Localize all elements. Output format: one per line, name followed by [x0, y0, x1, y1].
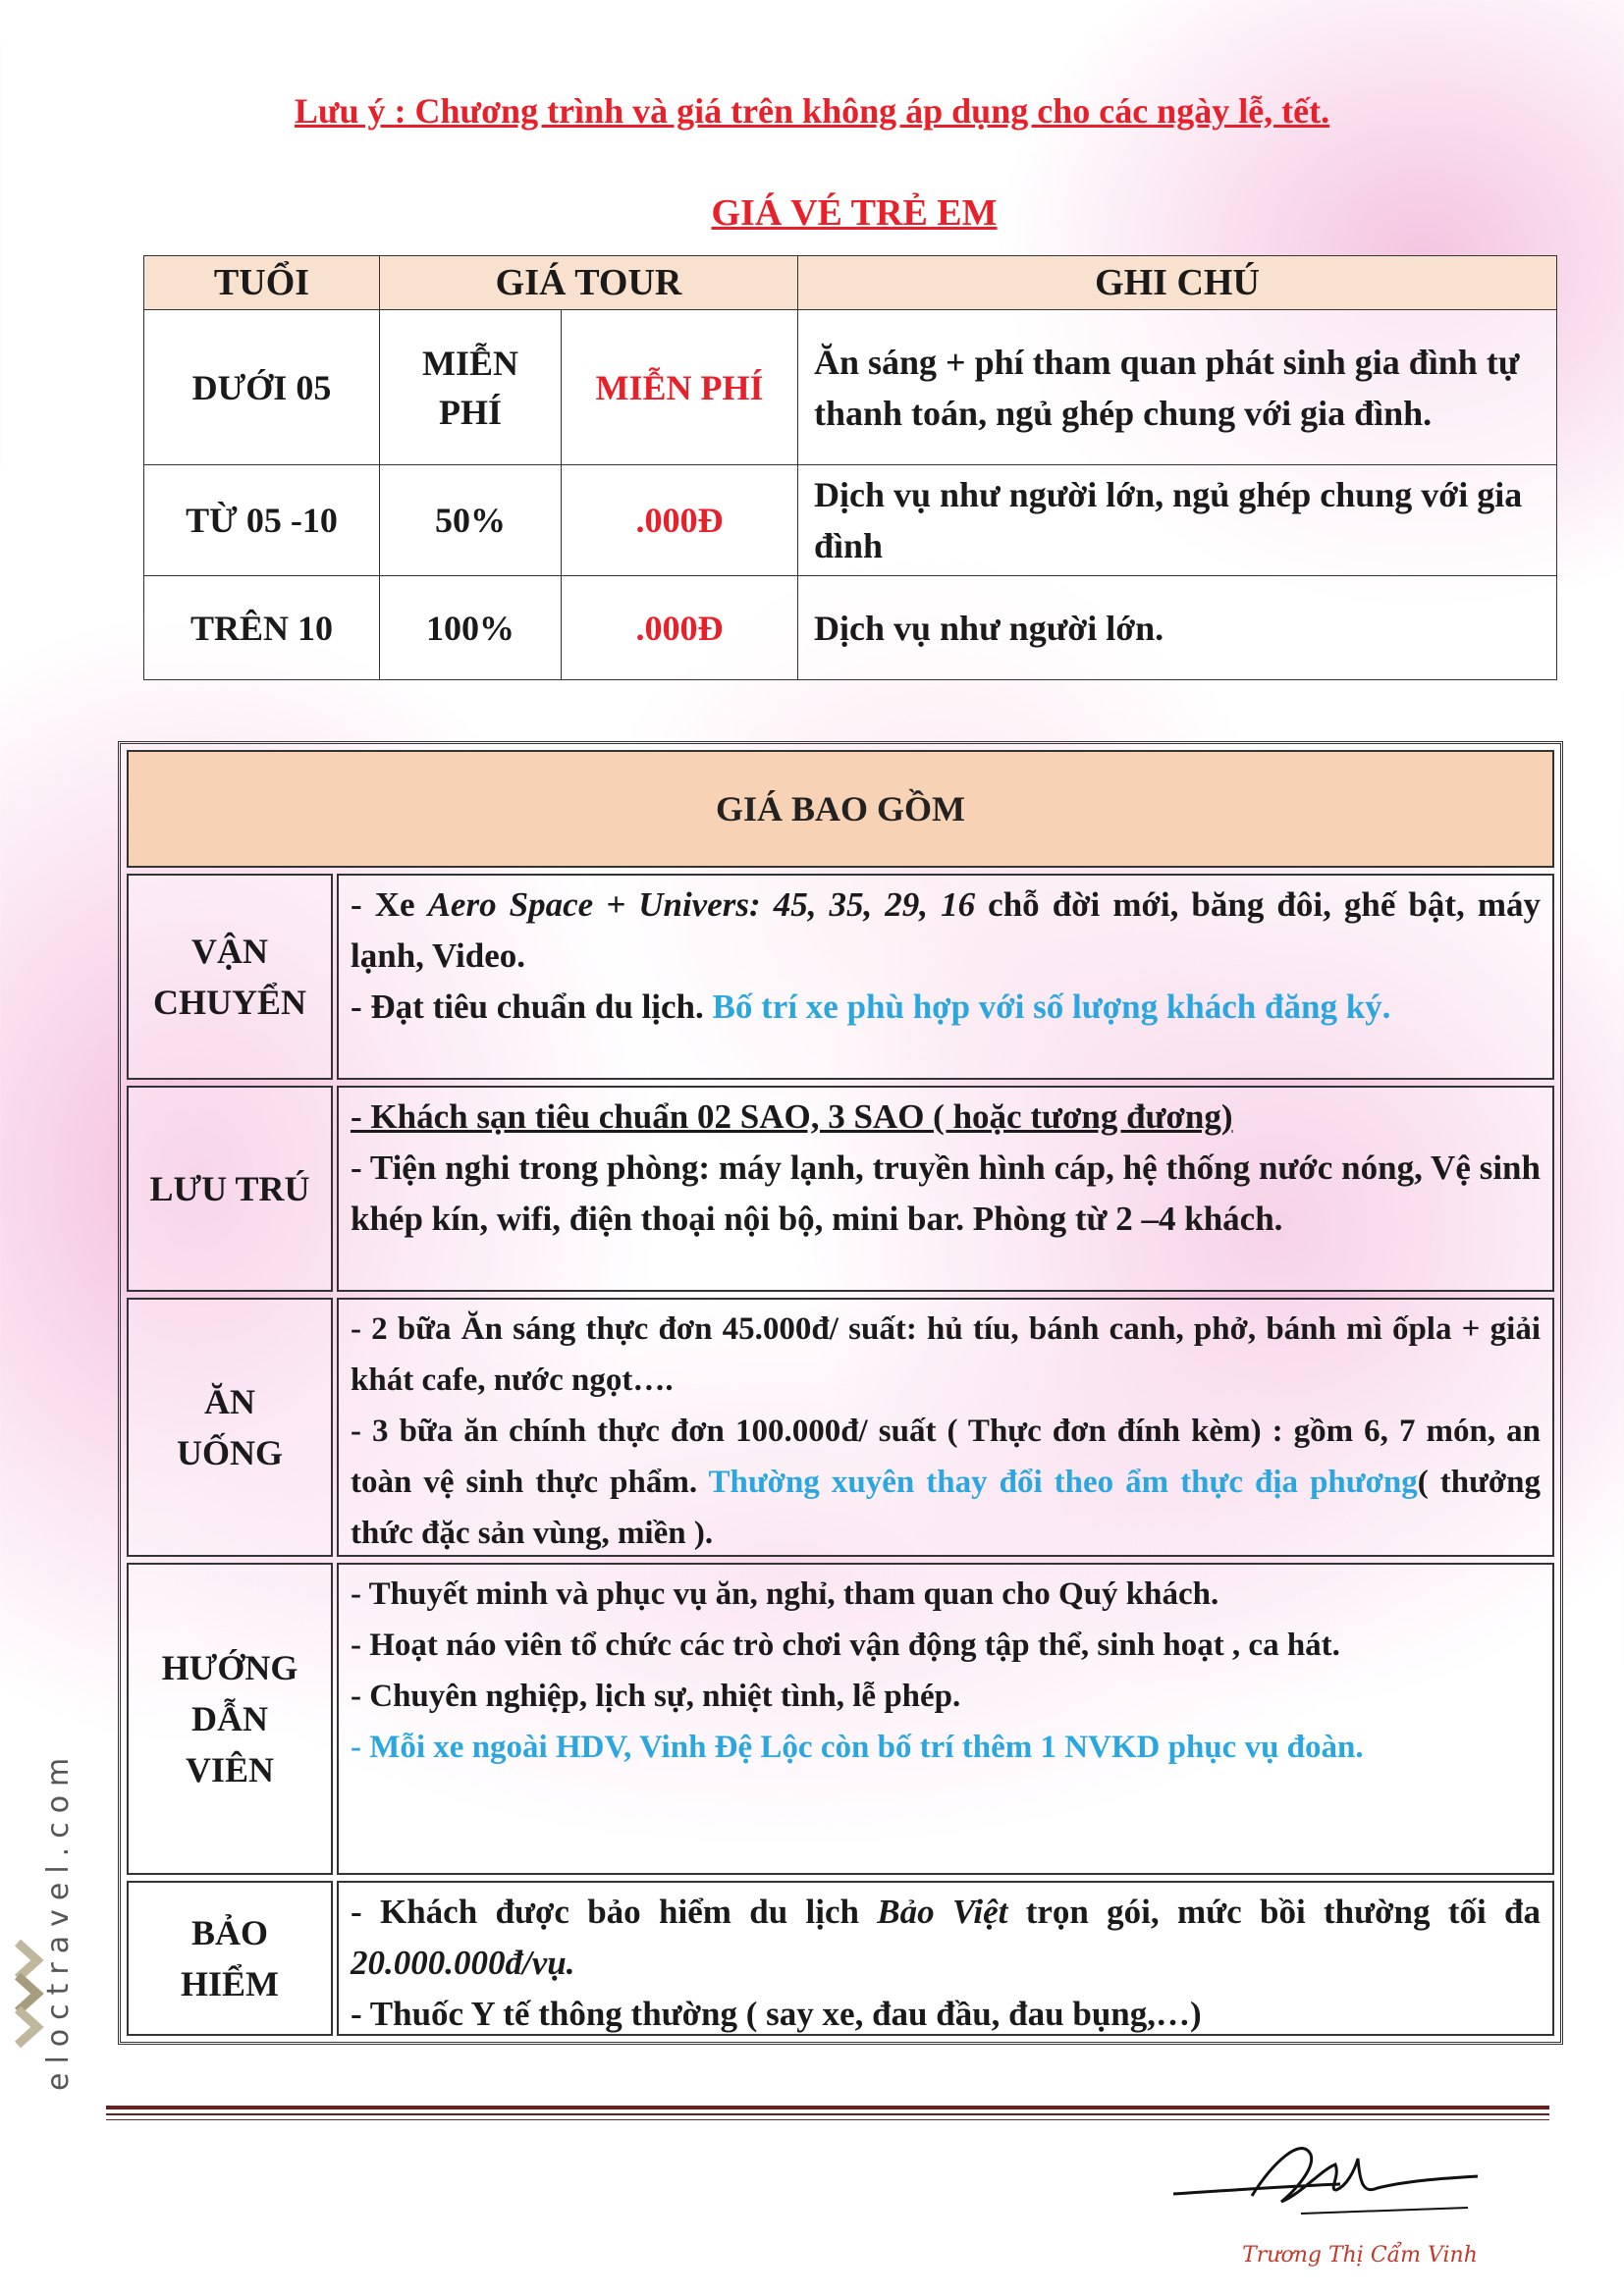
text-span: chỗ đời mới, băng đôi, ghế bật, máy lạnh, Video. — [351, 885, 1541, 975]
includes-row-transport — [127, 874, 1554, 1080]
includes-title: GIÁ BAO GỒM — [127, 750, 1554, 868]
header-price: GIÁ TOUR — [380, 256, 798, 310]
age-cell: DƯỚI 05 — [144, 310, 380, 465]
footer-rule — [106, 2106, 1549, 2109]
table-row — [144, 465, 1557, 576]
percent-cell: 100% — [380, 576, 562, 680]
category-insurance — [127, 1881, 333, 2036]
percent-cell: 50% — [380, 465, 562, 576]
chevron-decoration-icon — [14, 1939, 53, 2066]
hotel-standard: - Khách sạn tiêu chuẩn 02 SAO, 3 SAO ( hoặc tương đương) — [351, 1097, 1233, 1136]
text-span: ( thưởng thức đặc sản vùng, miền ). — [351, 1465, 1541, 1551]
website-sidebar-text: eloctravel.com — [41, 1748, 76, 2091]
category-line: VẬN — [190, 932, 268, 971]
breakfast-text: - 2 bữa Ăn sáng thực đơn 45.000đ/ suất: hủ tíu, bánh canh, phở, bánh mì ốpla + giải khát cafe, nước ngọt…. — [351, 1311, 1541, 1398]
signer-name: Trương Thị Cẩm Vinh — [1242, 2243, 1478, 2268]
child-price-table — [143, 255, 1557, 680]
percent-line1: MIỄN — [422, 343, 518, 383]
price-cell: MIỄN PHÍ — [562, 310, 798, 465]
category-line: CHUYỂN — [152, 983, 306, 1022]
coverage-amount: 20.000.000đ/vụ. — [351, 1944, 575, 1982]
category-lodging: LƯU TRÚ — [127, 1086, 333, 1292]
text-span: - Xe — [351, 885, 428, 924]
table-row — [144, 576, 1557, 680]
category-transport — [127, 874, 333, 1080]
note-cell: Dịch vụ như người lớn, ngủ ghép chung với gia đình — [798, 465, 1557, 576]
highlight-text: Thường xuyên thay đổi theo ẩm thực địa phương — [708, 1465, 1418, 1500]
guide-line: - Chuyên nghiệp, lịch sự, nhiệt tình, lễ phép. — [351, 1679, 961, 1714]
room-amenities: - Tiện nghi trong phòng: máy lạnh, truyền hình cáp, hệ thống nước nóng, Vệ sinh khép kín, wifi, điện thoại nội bộ, mini bar. Phòng từ 2 –4 khách. — [351, 1148, 1541, 1238]
insurer-name: Bảo Việt — [877, 1893, 1008, 1931]
category-line: ĂN — [204, 1382, 255, 1421]
description-transport — [337, 874, 1554, 1080]
table-header-row — [144, 256, 1557, 310]
text-span: - Khách được bảo hiểm du lịch — [351, 1893, 878, 1931]
header-note: GHI CHÚ — [798, 256, 1557, 310]
description-guide — [337, 1563, 1554, 1875]
highlight-text: Bố trí xe phù hợp với số lượng khách đăng ký. — [712, 988, 1391, 1026]
guide-line: - Hoạt náo viên tổ chức các trò chơi vận động tập thể, sinh hoạt , ca hát. — [351, 1628, 1340, 1663]
child-price-title: GIÁ VÉ TRẺ EM — [711, 192, 998, 234]
category-guide — [127, 1563, 333, 1875]
includes-table — [118, 741, 1563, 2045]
category-line: VIÊN — [185, 1750, 275, 1789]
age-cell: TRÊN 10 — [144, 576, 380, 680]
notice-text: Lưu ý : Chương trình và giá trên không áp dụng cho các ngày lễ, tết. — [294, 91, 1330, 131]
category-line: UỐNG — [177, 1433, 283, 1472]
description-meals — [337, 1298, 1554, 1557]
price-cell: .000Đ — [562, 576, 798, 680]
category-line: BẢO — [190, 1913, 268, 1952]
footer-rule — [106, 2119, 1549, 2120]
footer-rule — [106, 2113, 1549, 2115]
percent-cell — [380, 310, 562, 465]
age-cell: TỪ 05 -10 — [144, 465, 380, 576]
guide-line: - Thuyết minh và phục vụ ăn, nghỉ, tham quan cho Quý khách. — [351, 1576, 1219, 1612]
includes-row-lodging — [127, 1086, 1554, 1292]
category-line: DẪN — [191, 1699, 268, 1738]
includes-row-insurance — [127, 1881, 1554, 2036]
note-cell: Ăn sáng + phí tham quan phát sinh gia đình tự thanh toán, ngủ ghép chung với gia đình. — [798, 310, 1557, 465]
text-span: - 3 bữa ăn chính thực đơn 100.000đ/ suất ( Thực đơn đính kèm) : gồm 6, 7 món, an toàn vệ sinh thực phẩm. — [351, 1414, 1541, 1500]
includes-row-meals — [127, 1298, 1554, 1557]
category-line: HƯỚNG — [161, 1648, 298, 1687]
price-cell: .000Đ — [562, 465, 798, 576]
highlight-text: - Mỗi xe ngoài HDV, Vinh Đệ Lộc còn bố trí thêm 1 NVKD phục vụ đoàn. — [351, 1730, 1364, 1765]
table-row — [144, 310, 1557, 465]
vehicle-models: Aero Space + Univers: 45, 35, 29, 16 — [427, 885, 976, 924]
text-span: - Đạt tiêu chuẩn du lịch. — [351, 988, 713, 1026]
text-span: trọn gói, mức bồi thường tối đa — [1007, 1893, 1542, 1931]
note-cell: Dịch vụ như người lớn. — [798, 576, 1557, 680]
category-line: HIỂM — [180, 1964, 279, 2003]
description-insurance — [337, 1881, 1554, 2036]
percent-line2: PHÍ — [438, 392, 502, 432]
includes-row-guide — [127, 1563, 1554, 1875]
medicine-text: - Thuốc Y tế thông thường ( say xe, đau đầu, đau bụng,…) — [351, 1995, 1202, 2033]
category-meals — [127, 1298, 333, 1557]
header-age: TUỔI — [144, 256, 380, 310]
description-lodging — [337, 1086, 1554, 1292]
